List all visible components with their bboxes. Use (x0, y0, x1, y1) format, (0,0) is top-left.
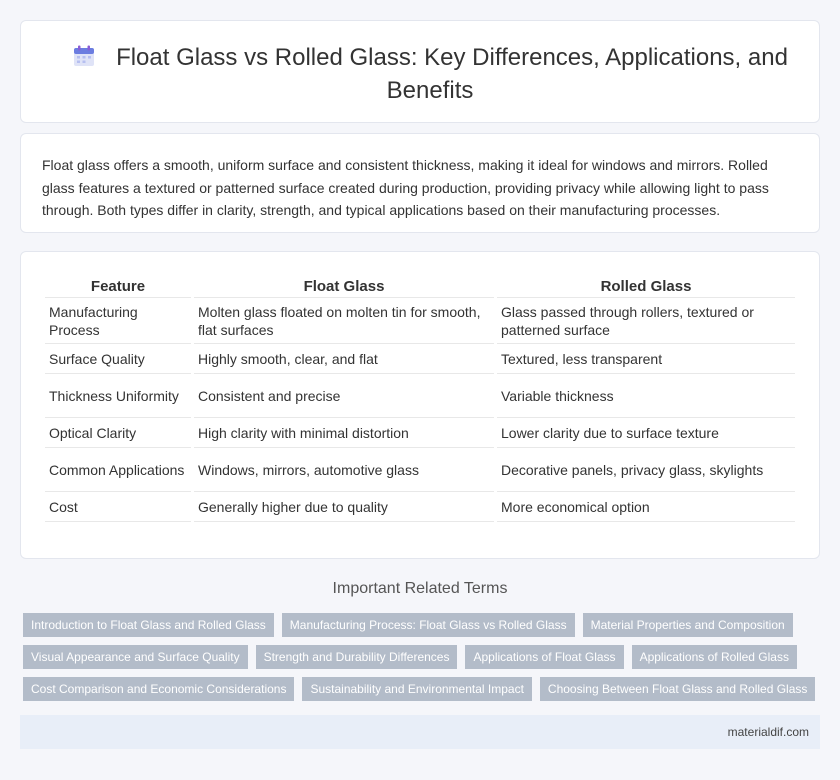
title-card (20, 20, 820, 123)
table-row (45, 448, 795, 492)
related-term-tag[interactable]: Cost Comparison and Economic Considerations (23, 677, 294, 701)
related-term-tag[interactable]: Strength and Durability Differences (256, 645, 458, 669)
feature-cell: Manufacturing Process (45, 298, 191, 344)
float-glass-cell: Molten glass floated on molten tin for smooth, flat surfaces (194, 298, 494, 344)
comparison-table-card (20, 251, 820, 559)
related-term-tag[interactable]: Introduction to Float Glass and Rolled Glass (23, 613, 274, 637)
header-feature: Feature (45, 275, 191, 298)
related-terms-title: Important Related Terms (332, 580, 508, 597)
float-glass-cell: Windows, mirrors, automotive glass (194, 448, 494, 492)
tag-row (23, 677, 823, 701)
summary-card (20, 133, 820, 233)
header-float-glass: Float Glass (194, 275, 494, 298)
table-row (45, 374, 795, 418)
feature-cell: Cost (45, 492, 191, 522)
rolled-glass-cell: Lower clarity due to surface texture (497, 418, 795, 448)
rolled-glass-cell: Variable thickness (497, 374, 795, 418)
tag-row (23, 613, 823, 637)
feature-cell: Surface Quality (45, 344, 191, 374)
related-term-tag[interactable]: Visual Appearance and Surface Quality (23, 645, 248, 669)
feature-cell: Common Applications (45, 448, 191, 492)
comparison-table (42, 275, 798, 522)
related-term-tag[interactable]: Applications of Float Glass (465, 645, 623, 669)
table-row (45, 344, 795, 374)
related-term-tag[interactable]: Material Properties and Composition (583, 613, 793, 637)
rolled-glass-cell: Decorative panels, privacy glass, skylights (497, 448, 795, 492)
float-glass-cell: High clarity with minimal distortion (194, 418, 494, 448)
float-glass-cell: Generally higher due to quality (194, 492, 494, 522)
feature-cell: Thickness Uniformity (45, 374, 191, 418)
page-title: Float Glass vs Rolled Glass: Key Differences, Applications, and Benefits (116, 44, 788, 104)
tag-row (23, 645, 823, 669)
related-term-tag[interactable]: Applications of Rolled Glass (632, 645, 797, 669)
rolled-glass-cell: Textured, less transparent (497, 344, 795, 374)
table-row (45, 298, 795, 344)
table-row (45, 492, 795, 522)
float-glass-cell: Highly smooth, clear, and flat (194, 344, 494, 374)
summary-text: Float glass offers a smooth, uniform surface and consistent thickness, making it ideal for windows and mirrors. Rolled glass features a textured or patterned surface created during production, providing privacy while allowing light to pass through. Both types differ in clarity, strength, and typical applications based on their manufacturing processes. (42, 157, 769, 218)
related-term-tag[interactable]: Choosing Between Float Glass and Rolled Glass (540, 677, 815, 701)
float-glass-cell: Consistent and precise (194, 374, 494, 418)
rolled-glass-cell: More economical option (497, 492, 795, 522)
rolled-glass-cell: Glass passed through rollers, textured or patterned surface (497, 298, 795, 344)
related-term-tag[interactable]: Manufacturing Process: Float Glass vs Rolled Glass (282, 613, 575, 637)
related-terms-tags (23, 613, 823, 709)
footer (20, 715, 820, 749)
table-header-row (45, 275, 795, 298)
feature-cell: Optical Clarity (45, 418, 191, 448)
page-title-wrap (61, 43, 799, 106)
table-row (45, 418, 795, 448)
related-term-tag[interactable]: Sustainability and Environmental Impact (302, 677, 531, 701)
footer-site-link[interactable]: materialdif.com (727, 725, 809, 739)
header-rolled-glass: Rolled Glass (497, 275, 795, 298)
calendar-icon (72, 44, 96, 76)
